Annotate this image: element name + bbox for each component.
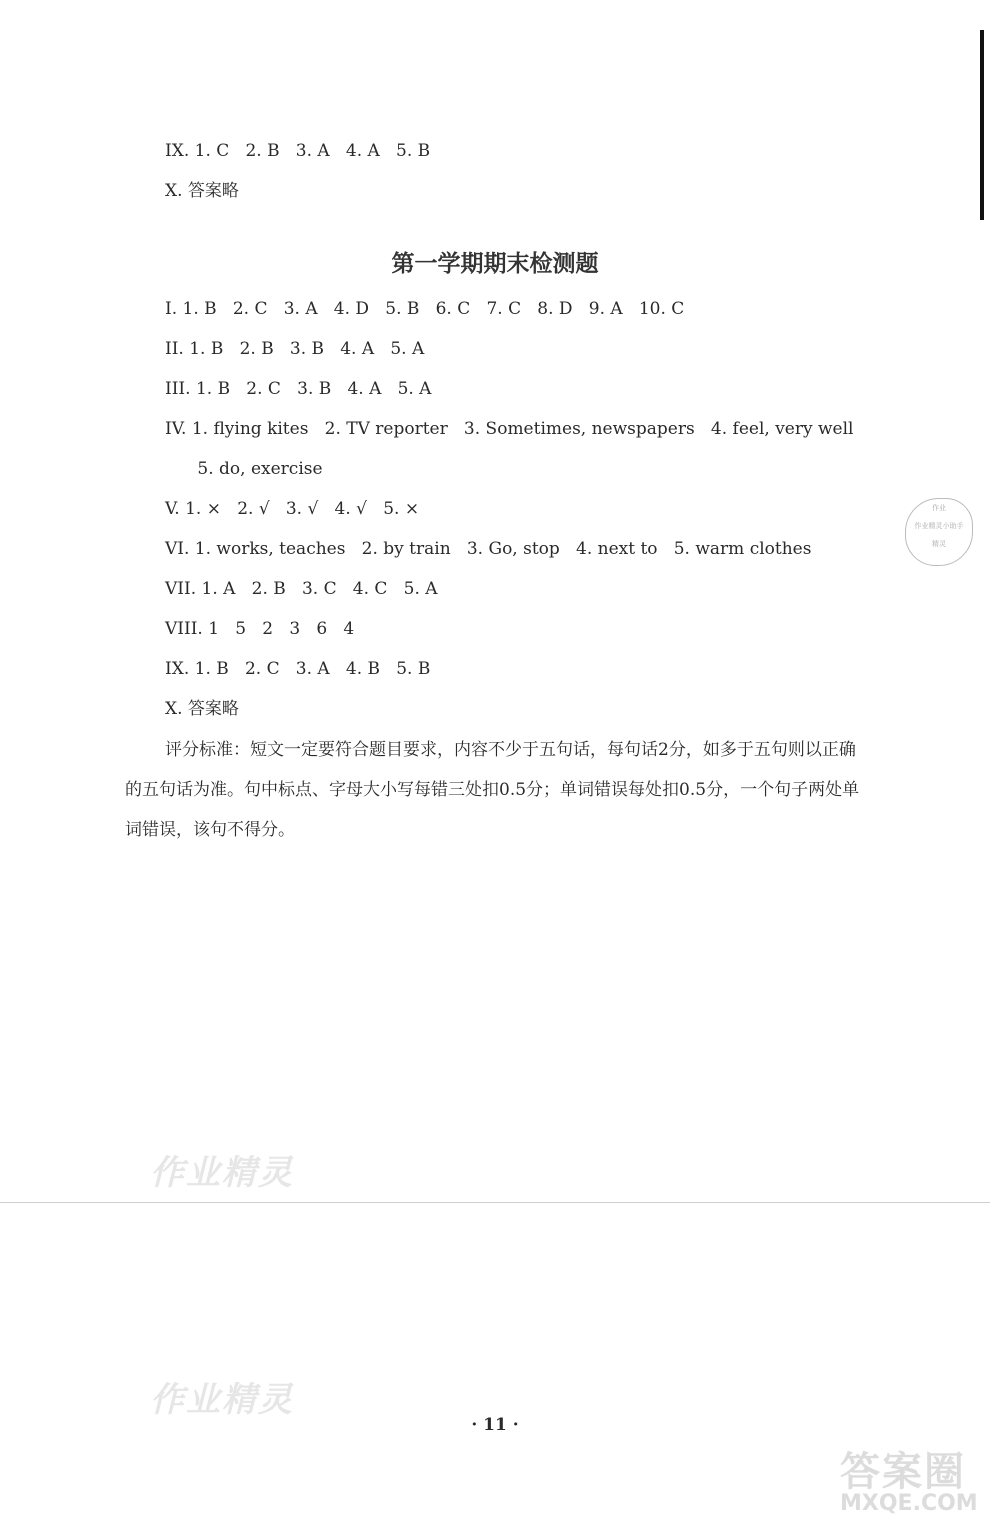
answer-line-ii: II. 1. B 2. B 3. B 4. A 5. A [165,339,425,359]
answer-line-i: I. 1. B 2. C 3. A 4. D 5. B 6. C 7. C 8. D 9. A 10. C [165,299,685,319]
site-logo [840,1440,1000,1520]
watermark-upper: 作业精灵 [150,1153,294,1193]
section-title: 第一学期期末检测题 [391,250,599,277]
answer-line-iv-cont: 5. do, exercise [165,459,323,479]
scan-edge-bar [980,30,984,220]
answer-line-x-prev: X. 答案略 [165,181,239,201]
divider-line [0,1202,990,1203]
stamp-bottom: 精灵 [932,540,946,548]
page-number: · 11 · [471,1415,519,1435]
answer-line-vi: VI. 1. works, teaches 2. by train 3. Go, stop 4. next to 5. warm clothes [165,539,812,559]
answer-line-viii: VIII. 1 5 2 3 6 4 [165,619,355,639]
answer-line-x: X. 答案略 [165,699,239,719]
answer-line-v: V. 1. × 2. √ 3. √ 4. √ 5. × [165,499,420,519]
answer-line-iii: III. 1. B 2. C 3. B 4. A 5. A [165,379,432,399]
answer-line-ix: IX. 1. B 2. C 3. A 4. B 5. B [165,659,431,679]
answer-line-ix-prev: IX. 1. C 2. B 3. A 4. A 5. B [165,141,431,161]
logo-main-text: 答案圈 [840,1449,966,1495]
logo-site-text: MXQE.COM [840,1491,978,1516]
answer-line-vii: VII. 1. A 2. B 3. C 4. C 5. A [165,579,438,599]
stamp-seal [905,498,973,566]
answer-line-iv: IV. 1. flying kites 2. TV reporter 3. Sometimes, newspapers 4. feel, very well [165,419,854,439]
stamp-middle: 作业精灵小助手 [914,522,964,530]
stamp-top: 作业 [932,504,946,512]
scoring-note: 评分标准：短文一定要符合题目要求，内容不少于五句话，每句话2分，如多于五句则以正确的五句话为准。句中标点、字母大小写每错三处扣0.5分；单词错误每处扣0.5分，一个句子两处单词错误，该句不得分。 [125,740,860,840]
watermark-lower: 作业精灵 [150,1380,294,1420]
